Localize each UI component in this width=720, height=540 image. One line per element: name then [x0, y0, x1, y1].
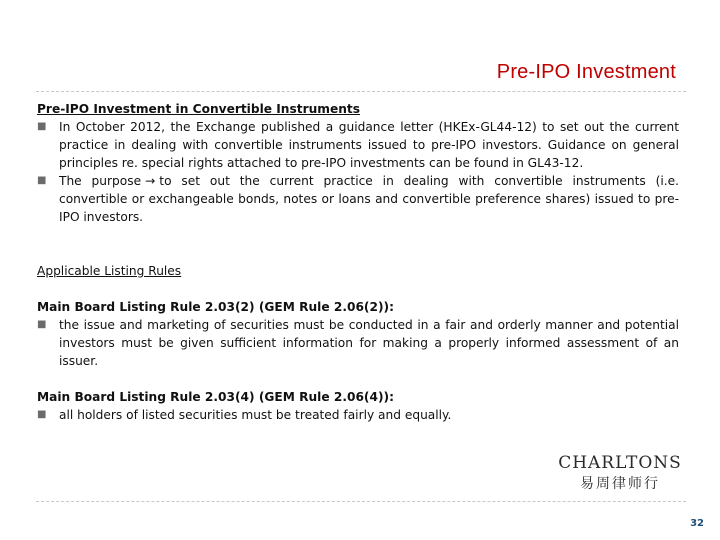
section-heading-rules: Applicable Listing Rules: [37, 264, 182, 278]
header-divider: [36, 91, 686, 92]
slide-content: [37, 100, 679, 424]
page-title: Pre-IPO Investment: [496, 61, 676, 83]
logo-name-cn: 易周律师行: [580, 476, 660, 492]
section-heading-convertible: Pre-IPO Investment in Convertible Instruments: [37, 102, 360, 116]
page-number: 32: [690, 518, 704, 529]
bullet-text: the issue and marketing of securities must be conducted in a fair and orderly manner and potential investors must be given sufficient information for making a properly informed assessment of an issuer.: [59, 318, 679, 368]
rule-heading-2-03-2: Main Board Listing Rule 2.03(2) (GEM Rule 2.06(2)):: [37, 300, 394, 314]
list-item: [37, 172, 679, 226]
rule-heading-2-03-4: Main Board Listing Rule 2.03(4) (GEM Rule 2.06(4)):: [37, 390, 394, 404]
square-bullet-icon: ■: [37, 121, 47, 132]
footer-divider: [36, 501, 686, 502]
bullet-text: In October 2012, the Exchange published a guidance letter (HKEx-GL44-12) to set out the current practice in dealing with convertible instruments issued to pre-IPO investors. Guidance on general principles re. special rights attached to pre-IPO investments can be found in GL43-12.: [59, 120, 679, 170]
list-item: [37, 316, 679, 370]
square-bullet-icon: ■: [37, 409, 47, 420]
square-bullet-icon: ■: [37, 319, 47, 330]
bullet-text: to set out the current practice in dealing with convertible instruments (i.e. convertible or exchangeable bonds, notes or loans and convertible preference shares) issued to pre-IPO investors.: [59, 174, 679, 224]
bullet-list: [37, 406, 679, 424]
square-bullet-icon: ■: [37, 175, 47, 186]
list-item: [37, 406, 679, 424]
bullet-lead: The purpose: [59, 174, 142, 188]
bullet-list: [37, 316, 679, 370]
list-item: [37, 118, 679, 172]
bullet-list: [37, 118, 679, 226]
right-arrow-icon: →: [145, 174, 156, 188]
bullet-text: all holders of listed securities must be treated fairly and equally.: [59, 408, 452, 422]
charltons-logo: [555, 452, 685, 500]
logo-name-en: CHARLTONS: [558, 453, 682, 473]
